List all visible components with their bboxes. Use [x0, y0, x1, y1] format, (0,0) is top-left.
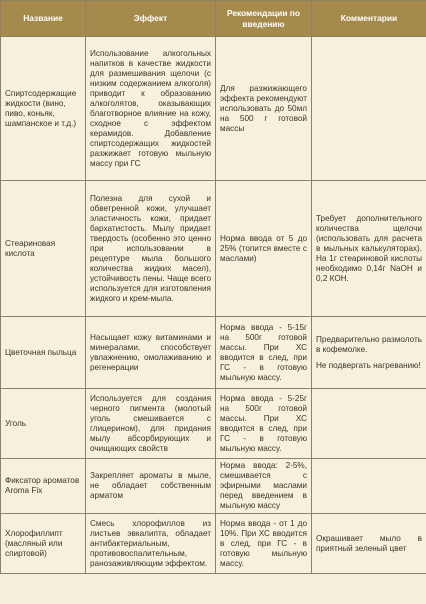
effect-cell: Закрепляет ароматы в мыле, не обладает собственным арматом: [86, 459, 216, 514]
effect-cell: Смесь хлорофиллов из листьев эвкалипта, обладает антибактериальным, противовоспалительным, ранозаживляющим эффектом.: [86, 514, 216, 574]
effect-cell: Полезна для сухой и обветренной кожи, улучшает эластичность кожи, придает бархатистость. Мылу придает твердость (особенно это ценно при использовании в рецептуре мыла большого количества жидких масел), устойчивость пены. Чаще всего используется для изготовления жидкого и крем-мыла.: [86, 181, 216, 317]
name-cell: Стеариновая кислота: [1, 181, 86, 317]
table-body: [1, 37, 426, 574]
table-row: [1, 514, 426, 574]
effect-cell: Использование алкогольных напитков в качестве жидкости для размешивания щелочи (с низким содержанием алкоголя) приводит к образованию алкоголятов, оказывающих благотворное влияние на кожу, сходное с эффектом керамидов. Добавление спиртсодержащих жидкостей разжижает готовую мыльную массу при ГС: [86, 37, 216, 181]
comments-cell: [312, 317, 426, 389]
name-cell: Спиртсодержащие жидкости (вино, пиво, коньяк, шампанское и т.д.): [1, 37, 86, 181]
name-cell: Хлорофиллипт (масляный или спиртовой): [1, 514, 86, 574]
comments-cell: [312, 389, 426, 459]
comments-cell: [312, 514, 426, 574]
header-effect: Эффект: [86, 1, 216, 37]
table-row: [1, 37, 426, 181]
dosage-cell: Для разжижающего эффекта рекомендуют использовать до 50мл на 500 г готовой массы: [216, 37, 312, 181]
header-dosage: Рекомендации по введению: [216, 1, 312, 37]
name-cell: Цветочная пыльца: [1, 317, 86, 389]
name-cell: Уголь: [1, 389, 86, 459]
dosage-cell: Норма ввода от 5 до 25% (топится вместе с маслами): [216, 181, 312, 317]
header-name: Название: [1, 1, 86, 37]
comment-text: Окрашивает мыло в приятный зеленый цвет: [316, 533, 422, 553]
table-row: [1, 389, 426, 459]
header-comments: Комментарии: [312, 1, 426, 37]
effect-cell: Используется для создания черного пигмента (молотый уголь смешивается с глицерином), для придания мылу абсорбирующих и очищающих свойств: [86, 389, 216, 459]
table-row: [1, 317, 426, 389]
comments-cell: [312, 37, 426, 181]
comment-text: Предварительно размолоть в кофемолке.: [316, 334, 422, 354]
table-row: [1, 459, 426, 514]
dosage-cell: Норма ввода - 5-15г на 500г готовой массы. При ХС вводится в след, при ГС - в готовую мыльную массу.: [216, 317, 312, 389]
header-row: [1, 1, 426, 37]
dosage-cell: Норма ввода - от 1 до 10%. При ХС вводится в след, при ГС - в готовую мыльную массу.: [216, 514, 312, 574]
dosage-cell: Норма ввода: 2-5%, смешивается с эфирными маслами перед введением в мыльную массу: [216, 459, 312, 514]
comments-cell: [312, 181, 426, 317]
table-row: [1, 181, 426, 317]
effect-cell: Насыщает кожу витаминами и минералами, способствует увлажнению, омолаживанию и регенерации: [86, 317, 216, 389]
comment-text: Требует дополнительного количества щелочи (использовать для расчета в мыльных калькуляторах). На 1г стеариновой кислоты необходимо 0,14г NaOH и 0,2 КОН.: [316, 213, 422, 283]
comments-cell: [312, 459, 426, 514]
dosage-cell: Норма ввода - 5-25г на 500г готовой массы. При ХС вводится в след, при ГС - в готовую мыльную массу.: [216, 389, 312, 459]
name-cell: Фиксатор ароматов Aroma Fix: [1, 459, 86, 514]
comment-text: Не подвергать нагреванию!: [316, 360, 421, 370]
